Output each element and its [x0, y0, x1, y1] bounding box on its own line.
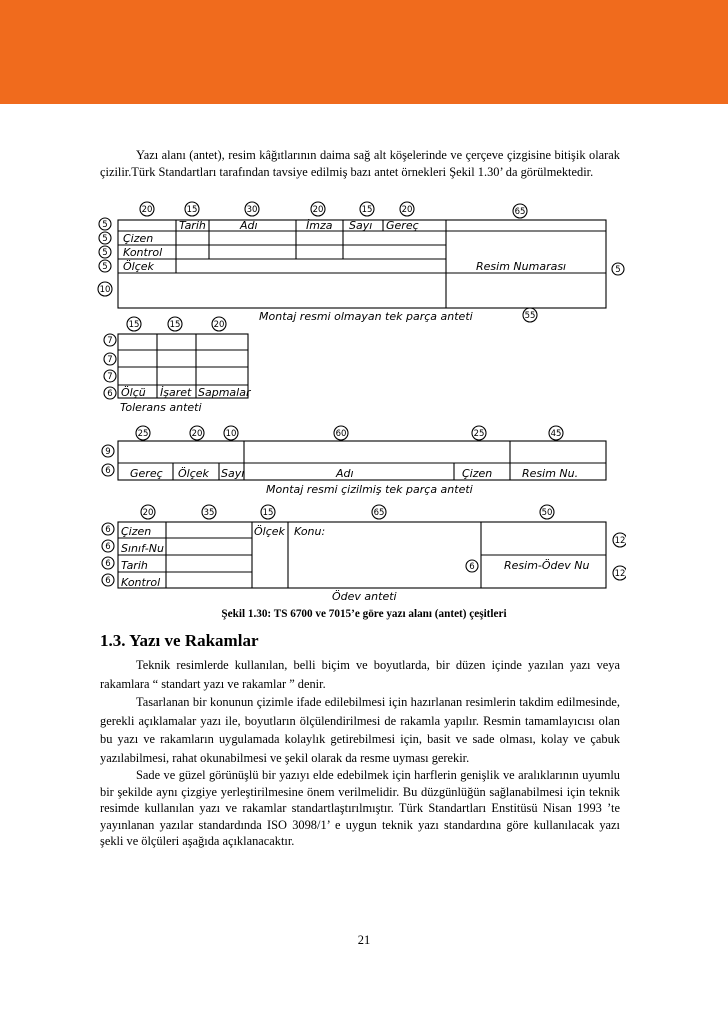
svg-text:Çizen: Çizen — [121, 525, 152, 538]
svg-text:Montaj resmi çizilmiş tek parç: Montaj resmi çizilmiş tek parça anteti — [266, 483, 473, 496]
svg-text:9: 9 — [105, 447, 111, 457]
paragraph: Sade ve güzel görünüşlü bir yazıyı elde edebilmek için harflerin genişlik ve aralıklarının uyumlu bir şekilde aynı çizgiye yerleştirilmesine önem verilmelidir. Bu düzgünlüğün sağlanabilmesi için teknik resimde kullanılan yazı ve rakamlar standartlaştırılmıştır. Türk Standartları Enstitüsü Nisan 1993 ’te yayınlanan yazılar standardında ISO 3098/1’ e uygun teknik yazı standardına göre kullanılacak yazı şekli ve ölçüleri aşağıda açıklanacaktır. — [100, 768, 620, 849]
svg-text:Adı: Adı — [240, 219, 258, 232]
svg-text:Tolerans anteti: Tolerans anteti — [120, 401, 202, 414]
svg-text:6: 6 — [107, 389, 113, 399]
svg-text:Resim Nu.: Resim Nu. — [522, 467, 579, 480]
svg-text:10: 10 — [225, 429, 237, 439]
svg-text:7: 7 — [107, 372, 113, 382]
title-block-figure — [96, 196, 626, 606]
svg-text:İmza: İmza — [306, 219, 333, 232]
svg-text:20: 20 — [312, 205, 324, 215]
svg-text:Resim Numarası: Resim Numarası — [476, 260, 567, 273]
svg-text:Ölçek: Ölçek — [123, 260, 154, 273]
svg-text:20: 20 — [191, 429, 203, 439]
svg-text:Resim-Ödev Nu: Resim-Ödev Nu — [504, 559, 590, 572]
svg-text:Kontrol: Kontrol — [121, 576, 161, 589]
svg-text:Ölçek: Ölçek — [254, 525, 285, 538]
svg-text:15: 15 — [186, 205, 198, 215]
svg-text:60: 60 — [335, 429, 347, 439]
svg-text:Gereç: Gereç — [386, 219, 419, 232]
svg-text:7: 7 — [107, 355, 113, 365]
svg-text:20: 20 — [213, 320, 225, 330]
page-number: 21 — [357, 933, 371, 947]
svg-text:Tarih: Tarih — [179, 219, 206, 232]
svg-text:25: 25 — [473, 429, 485, 439]
svg-text:50: 50 — [541, 508, 553, 518]
paragraph: Teknik resimlerde kullanılan, belli biçim ve boyutlarda, bir düzen içinde yazılan yazı veya rakamlara “ standart yazı ve rakamlar ” denir. — [100, 658, 620, 691]
svg-text:Ödev anteti: Ödev anteti — [332, 590, 397, 603]
svg-text:Sayı: Sayı — [349, 219, 373, 232]
svg-text:65: 65 — [373, 508, 385, 518]
svg-text:5: 5 — [102, 248, 108, 258]
svg-text:6: 6 — [105, 466, 111, 476]
svg-text:Kontrol: Kontrol — [123, 246, 163, 259]
svg-text:5: 5 — [102, 262, 108, 272]
svg-text:Adı: Adı — [336, 467, 354, 480]
svg-text:Çizen: Çizen — [123, 232, 154, 245]
svg-text:5: 5 — [102, 234, 108, 244]
svg-text:Sınıf-Nu: Sınıf-Nu — [121, 542, 164, 555]
svg-text:6: 6 — [105, 542, 111, 552]
svg-text:45: 45 — [550, 429, 562, 439]
body-text — [100, 656, 620, 850]
paragraph: Tasarlanan bir konunun çizimle ifade edilebilmesi için hazırlanan resimlerin takdim edilmesinde, gerekli açıklamalar yazı ile, boyutların ölçülendirilmesi de rakamla yapılır. Resmin tamamlayıcısı olan bu yazı ve rakamların uygulamada kolaylık getirebilmesi için, basit ve sade olması, kolay ve çabuk yazılabilmesi, rahat okunabilmesi ve şekil olarak da resme uyması gerekir. — [100, 695, 620, 765]
svg-text:15: 15 — [361, 205, 373, 215]
figure-caption: Şekil 1.30: TS 6700 ve 7015’e göre yazı alanı (antet) çeşitleri — [221, 608, 507, 620]
svg-text:35: 35 — [203, 508, 215, 518]
svg-text:12: 12 — [614, 536, 626, 546]
svg-text:20: 20 — [142, 508, 154, 518]
section-title: 1.3. Yazı ve Rakamlar — [100, 631, 259, 650]
svg-text:Ölçü: Ölçü — [121, 386, 146, 399]
svg-text:12: 12 — [614, 569, 626, 579]
svg-text:5: 5 — [102, 220, 108, 230]
svg-text:6: 6 — [105, 559, 111, 569]
svg-text:7: 7 — [107, 336, 113, 346]
svg-text:30: 30 — [246, 205, 258, 215]
svg-text:20: 20 — [141, 205, 153, 215]
svg-text:İşaret: İşaret — [160, 386, 192, 399]
svg-text:Sayı: Sayı — [221, 467, 245, 480]
svg-text:15: 15 — [128, 320, 140, 330]
svg-text:5: 5 — [615, 265, 621, 275]
svg-text:Konu:: Konu: — [294, 525, 326, 538]
svg-text:Tarih: Tarih — [121, 559, 148, 572]
svg-text:10: 10 — [99, 285, 111, 295]
header-banner — [0, 0, 728, 104]
svg-text:6: 6 — [469, 562, 475, 572]
intro-paragraph: Yazı alanı (antet), resim kâğıtlarının daima sağ alt köşelerinde ve çerçeve çizgisine bitişik olarak çizilir.Türk Standartları tarafından tavsiye edilmiş bazı antet örnekleri Şekil 1.30’ da görülmektedir. — [100, 148, 620, 180]
svg-text:Montaj resmi olmayan tek parça: Montaj resmi olmayan tek parça anteti — [259, 310, 473, 323]
svg-text:55: 55 — [524, 311, 536, 321]
svg-text:65: 65 — [514, 207, 526, 217]
svg-text:25: 25 — [137, 429, 149, 439]
svg-text:15: 15 — [262, 508, 274, 518]
svg-text:6: 6 — [105, 576, 111, 586]
svg-text:Ölçek: Ölçek — [178, 467, 209, 480]
svg-text:Gereç: Gereç — [130, 467, 163, 480]
svg-text:Sapmalar: Sapmalar — [198, 386, 251, 399]
svg-text:6: 6 — [105, 525, 111, 535]
svg-text:Çizen: Çizen — [462, 467, 493, 480]
svg-text:20: 20 — [401, 205, 413, 215]
svg-text:15: 15 — [169, 320, 181, 330]
